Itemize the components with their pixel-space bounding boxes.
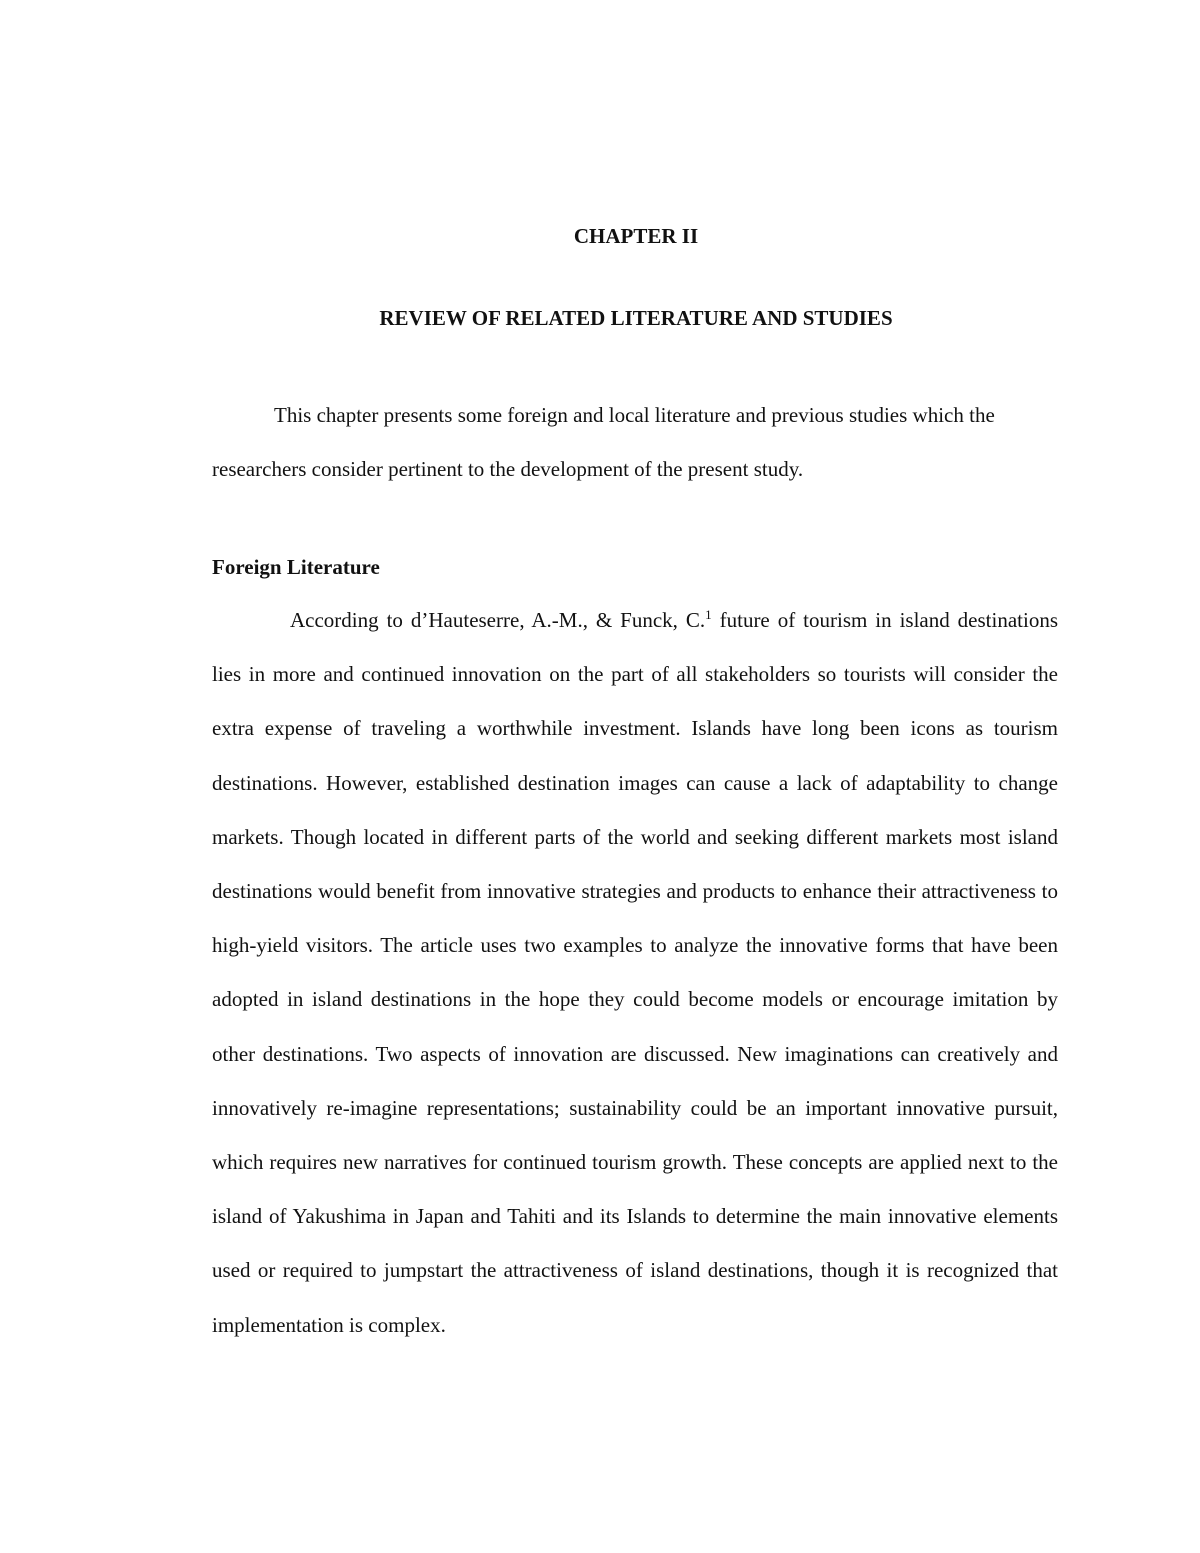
body-paragraph xyxy=(212,593,1058,1352)
section-heading: Foreign Literature xyxy=(212,555,380,579)
paragraph-lead: According to d’Hauteserre, A.-M., & Funck, C. xyxy=(290,608,706,632)
paragraph-text: future of tourism in island destinations lies in more and continued innovation on the part of all stakeholders so tourists will consider the extra expense of traveling a worthwhile investment. Islands have long been icons as tourism destinations. However, established destination images can cause a lack of adaptability to change markets. Though located in different parts of the world and seeking different markets most island destinations would benefit from innovative strategies and products to enhance their attractiveness to high-yield visitors. The article uses two examples to analyze the innovative forms that have been adopted in island destinations in the hope they could become models or encourage imitation by other destinations. Two aspects of innovation are discussed. New imaginations can creatively and innovatively re-imagine representations; sustainability could be an important innovative pursuit, which requires new narratives for continued tourism growth. These concepts are applied next to the island of Yakushima in Japan and Tahiti and its Islands to determine the main innovative elements used or required to jumpstart the attractiveness of island destinations, though it is recognized that implementation is complex. xyxy=(212,608,1059,1337)
footnote-reference[interactable]: 1 xyxy=(705,607,712,622)
chapter-title: CHAPTER II xyxy=(573,224,699,248)
intro-paragraph: This chapter presents some foreign and local literature and previous studies which the researchers consider pertinent to the development of the present study. xyxy=(212,403,995,481)
chapter-subtitle: REVIEW OF RELATED LITERATURE AND STUDIES xyxy=(379,306,893,330)
